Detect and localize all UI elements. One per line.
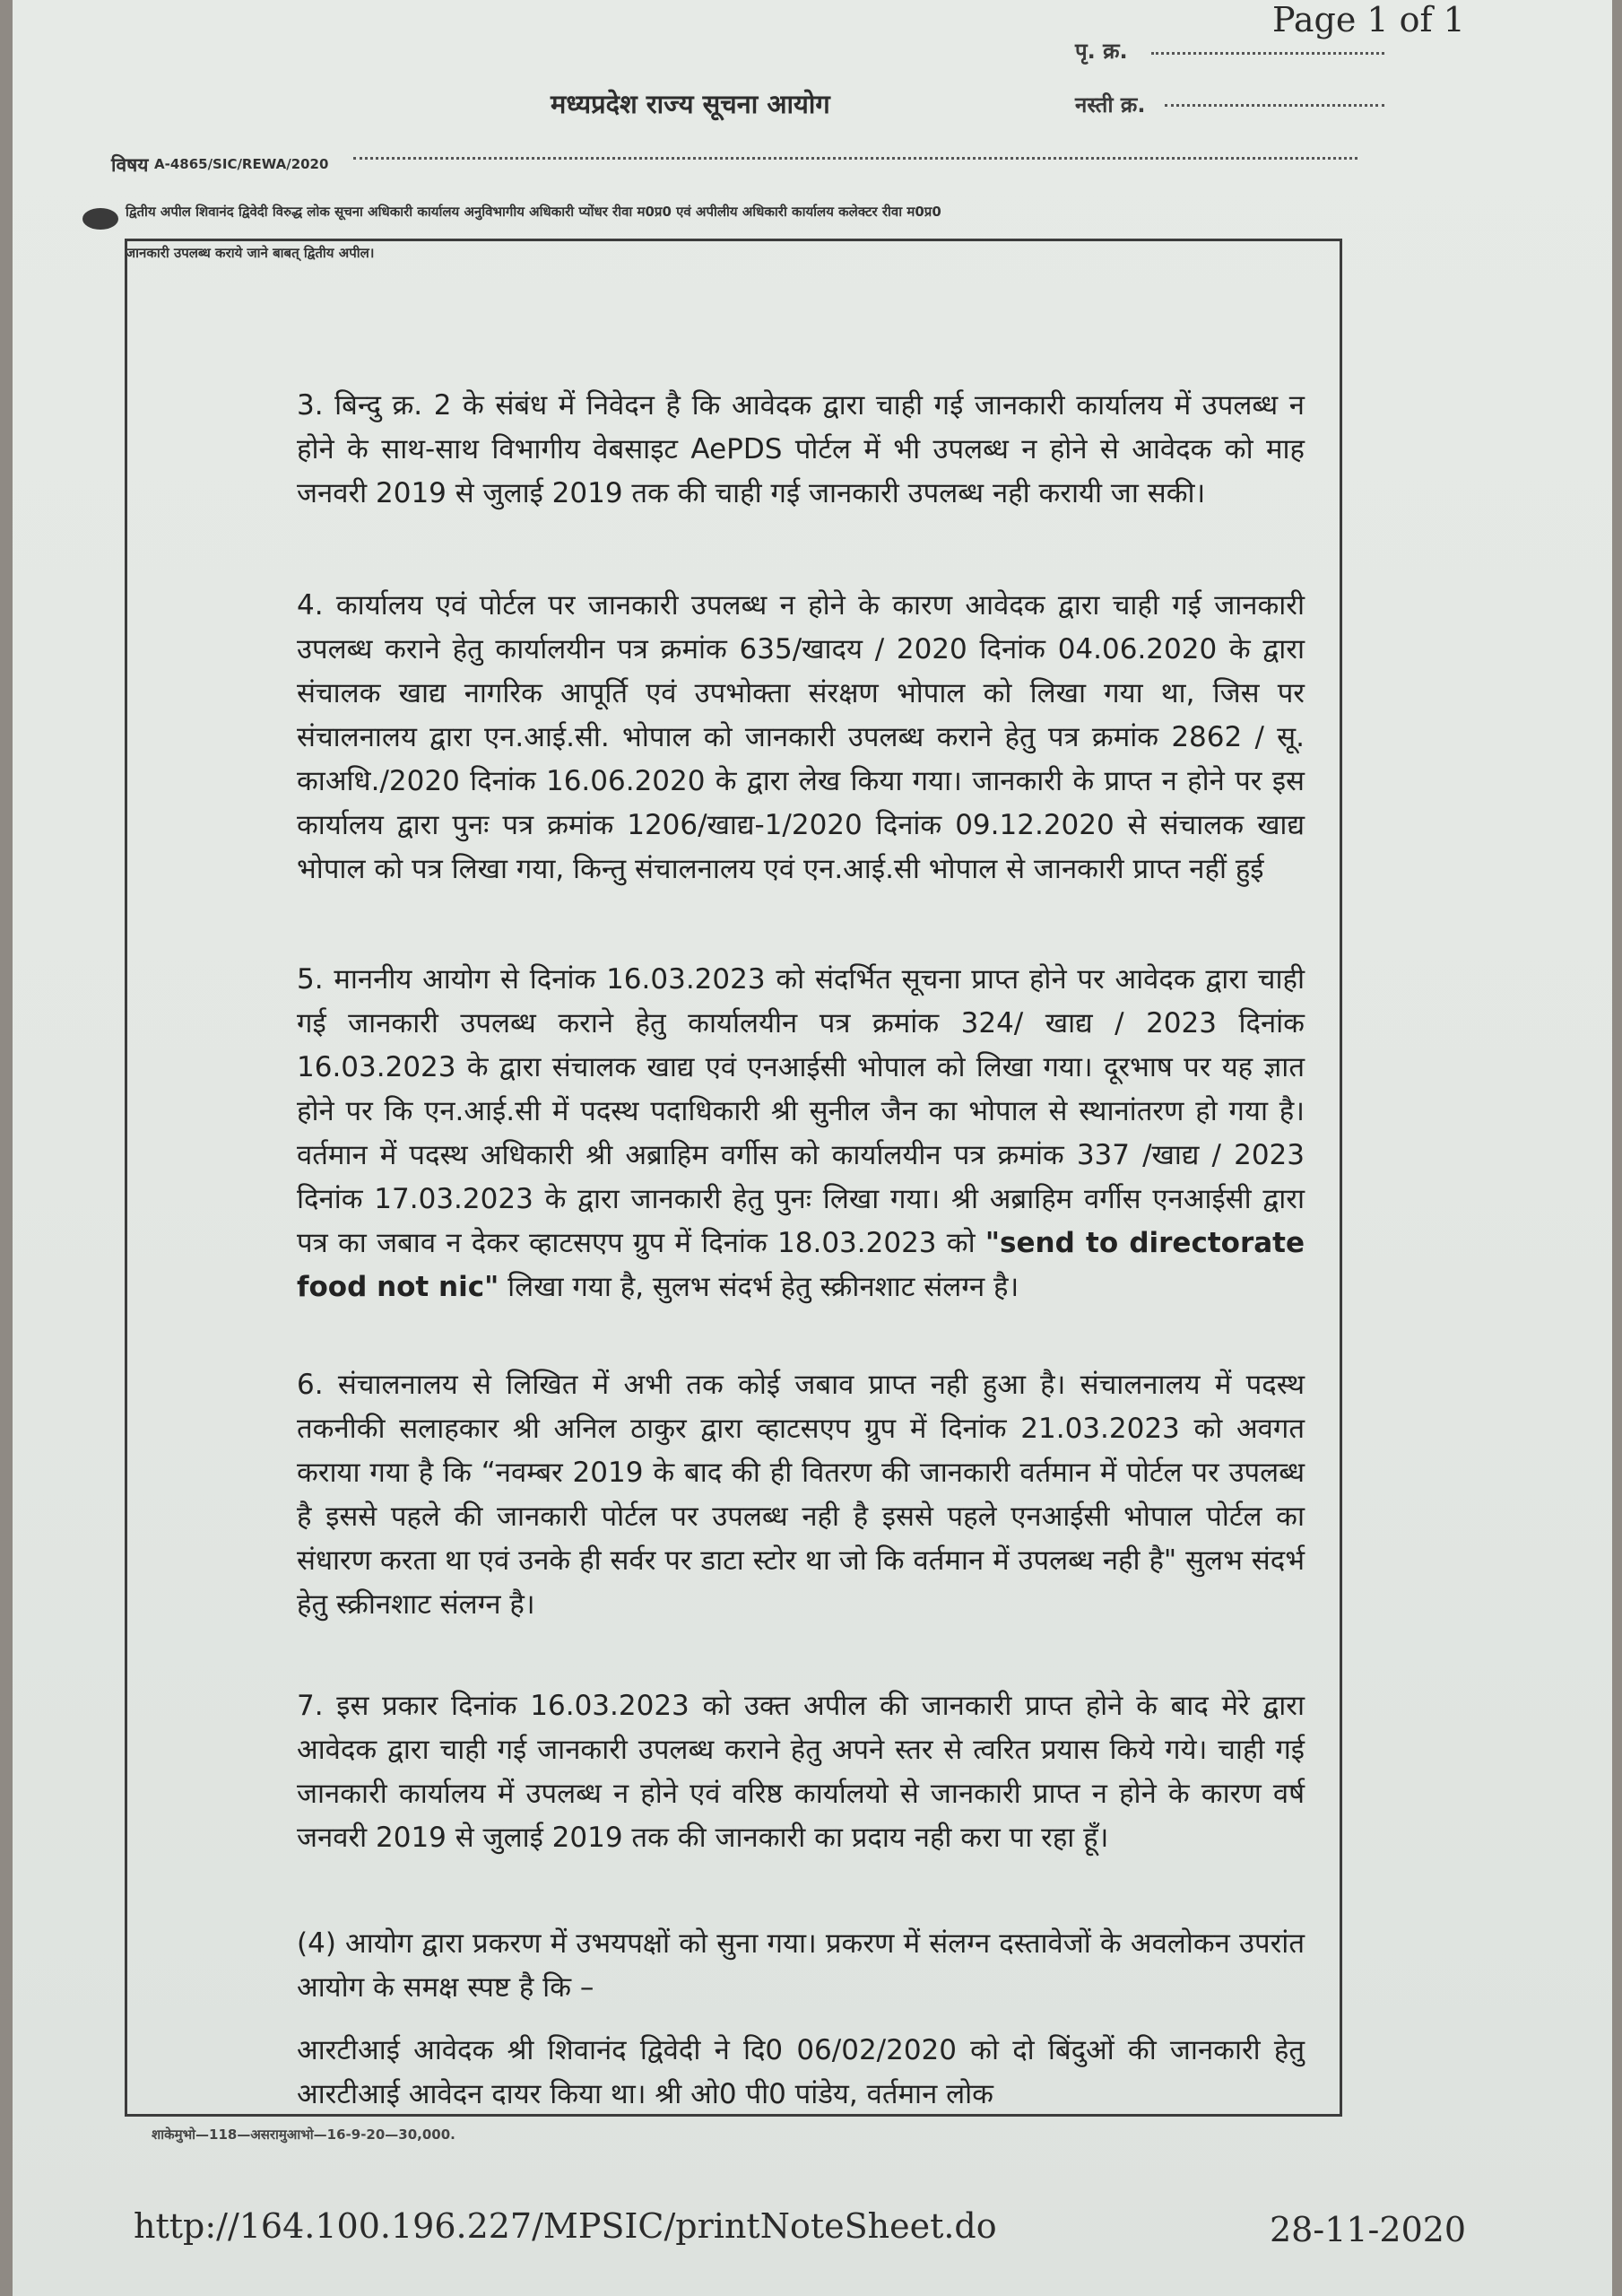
- subject-line-2: जानकारी उपलब्ध कराये जाने बाबत् द्वितीय अपील।: [126, 245, 375, 261]
- footer-url[interactable]: http://164.100.196.227/MPSIC/printNoteSheet.do: [134, 2206, 997, 2246]
- org-name: मध्यप्रदेश राज्य सूचना आयोग: [551, 89, 830, 119]
- note-sheet-page: [13, 0, 1612, 2296]
- nasti-label: नस्ती क्र.: [1075, 92, 1146, 117]
- print-code: शाकेमुभो—118—असरामुआभो—16-9-20—30,000.: [152, 2126, 455, 2143]
- subject-label: विषय: [111, 154, 149, 176]
- pr-dots: [1151, 52, 1384, 55]
- paragraph-commission-4: (4) आयोग द्वारा प्रकरण में उभयपक्षों को सुना गया। प्रकरण में संलग्न दस्तावेजों के अवलोकन उपरांत आयोग के समक्ष स्पष्ट है कि –: [297, 1927, 1305, 2004]
- paragraph-3: 3. बिन्दु क्र. 2 के संबंध में निवेदन है कि आवेदक द्वारा चाही गई जानकारी कार्यालय में उपलब्ध न होने के साथ-साथ विभागीय वेबसाइट AePDS पोर्टल में भी उपलब्ध न होने से आवेदक को माह जनवरी 2019 से जुलाई 2019 तक की चाही गई जानकारी उपलब्ध नही करायी जा सकी।: [297, 389, 1305, 509]
- paragraph-7: 7. इस प्रकार दिनांक 16.03.2023 को उक्त अपील की जानकारी प्राप्त होने के बाद मेरे द्वारा आवेदक द्वारा चाही गई जानकारी उपलब्ध कराने हेतु अपने स्तर से त्वरित प्रयास किये गये। चाही गई जानकारी कार्यालय में उपलब्ध न होने एवं वरिष्ठ कार्यालयो से जानकारी प्राप्त न होने के कारण वर्ष जनवरी 2019 से जुलाई 2019 तक की जानकारी का प्रदाय नही करा पा रहा हूँ।: [297, 1690, 1305, 1854]
- subject-dots: [353, 157, 1357, 160]
- punch-hole: [82, 208, 118, 230]
- footer-date: 28-11-2020: [1270, 2210, 1467, 2249]
- paragraph-5-tail: लिखा गया है, सुलभ संदर्भ हेतु स्क्रीनशाट संलग्न है।: [507, 1271, 1019, 1303]
- paragraph-5: [297, 958, 1305, 1309]
- paragraph-5-text: 5. माननीय आयोग से दिनांक 16.03.2023 को संदर्भित सूचना प्राप्त होने पर आवेदक द्वारा चाही गई जानकारी उपलब्ध कराने हेतु कार्यालयीन पत्र क्रमांक 324/ खाद्य / 2023 दिनांक 16.03.2023 के द्वारा संचालक खाद्य एवं एनआईसी भोपाल को लिखा गया। दूरभाष पर यह ज्ञात होने पर कि एन.आई.सी में पदस्थ पदाधिकारी श्री सुनील जैन का भोपाल से स्थानांतरण हो गया है। वर्तमान में पदस्थ अधिकारी श्री अब्राहिम वर्गीस को कार्यालयीन पत्र क्रमांक 337 /खाद्य / 2023 दिनांक 17.03.2023 के द्वारा जानकारी हेतु पुनः लिखा गया। श्री अब्राहिम वर्गीस एनआईसी द्वारा पत्र का जबाव न देकर व्हाटसएप ग्रुप में दिनांक 18.03.2023 को: [297, 963, 1305, 1259]
- paragraph-4: 4. कार्यालय एवं पोर्टल पर जानकारी उपलब्ध न होने के कारण आवेदक द्वारा चाही गई जानकारी उपलब्ध कराने हेतु कार्यालयीन पत्र क्रमांक 635/खादय / 2020 दिनांक 04.06.2020 के द्वारा संचालक खाद्य नागरिक आपूर्ति एवं उपभोक्ता संरक्षण भोपाल को लिखा गया था, जिस पर संचालनालय द्वारा एन.आई.सी. भोपाल को जानकारी उपलब्ध कराने हेतु पत्र क्रमांक 2862 / सू. काअधि./2020 दिनांक 16.06.2020 के द्वारा लेख किया गया। जानकारी के प्राप्त न होने पर इस कार्यालय द्वारा पुनः पत्र क्रमांक 1206/खाद्य-1/2020 दिनांक 09.12.2020 से संचालक खाद्य भोपाल को पत्र लिखा गया, किन्तु संचालनालय एवं एन.आई.सी भोपाल से जानकारी प्राप्त नहीं हुई: [297, 589, 1305, 885]
- page-number: Page 1 of 1: [1272, 0, 1465, 39]
- pr-label: पृ. क्र.: [1075, 39, 1128, 64]
- nasti-dots: [1165, 104, 1384, 107]
- paragraph-final: आरटीआई आवेदक श्री शिवानंद द्विवेदी ने दि0 06/02/2020 को दो बिंदुओं की जानकारी हेतु आरटीआई आवेदन दायर किया था। श्री ओ0 पी0 पांडेय, वर्तमान लोक: [297, 2034, 1305, 2110]
- subject-line-1: द्वितीय अपील शिवानंद द्विवेदी विरुद्ध लोक सूचना अधिकारी कार्यालय अनुविभागीय अधिकारी प्योंधर रीवा म0प्र0 एवं अपीलीय अधिकारी कार्यालय कलेक्टर रीवा म0प्र0: [126, 204, 941, 220]
- case-number: A-4865/SIC/REWA/2020: [154, 156, 329, 172]
- paragraph-6: 6. संचालनालय से लिखित में अभी तक कोई जबाव प्राप्त नही हुआ है। संचालनालय में पदस्थ तकनीकी सलाहकार श्री अनिल ठाकुर द्वारा व्हाटसएप ग्रुप में दिनांक 21.03.2023 को अवगत कराया गया है कि “नवम्बर 2019 के बाद की ही वितरण की जानकारी वर्तमान में पोर्टल पर उपलब्ध है इससे पहले की जानकारी पोर्टल पर उपलब्ध नही है इससे पहले एनआईसी भोपाल पोर्टल का संधारण करता था एवं उनके ही सर्वर पर डाटा स्टोर था जो कि वर्तमान में उपलब्ध नही है" सुलभ संदर्भ हेतु स्क्रीनशाट संलग्न है।: [297, 1369, 1305, 1621]
- paragraph-5-quote: "send to directorate food not nic": [297, 1227, 1305, 1303]
